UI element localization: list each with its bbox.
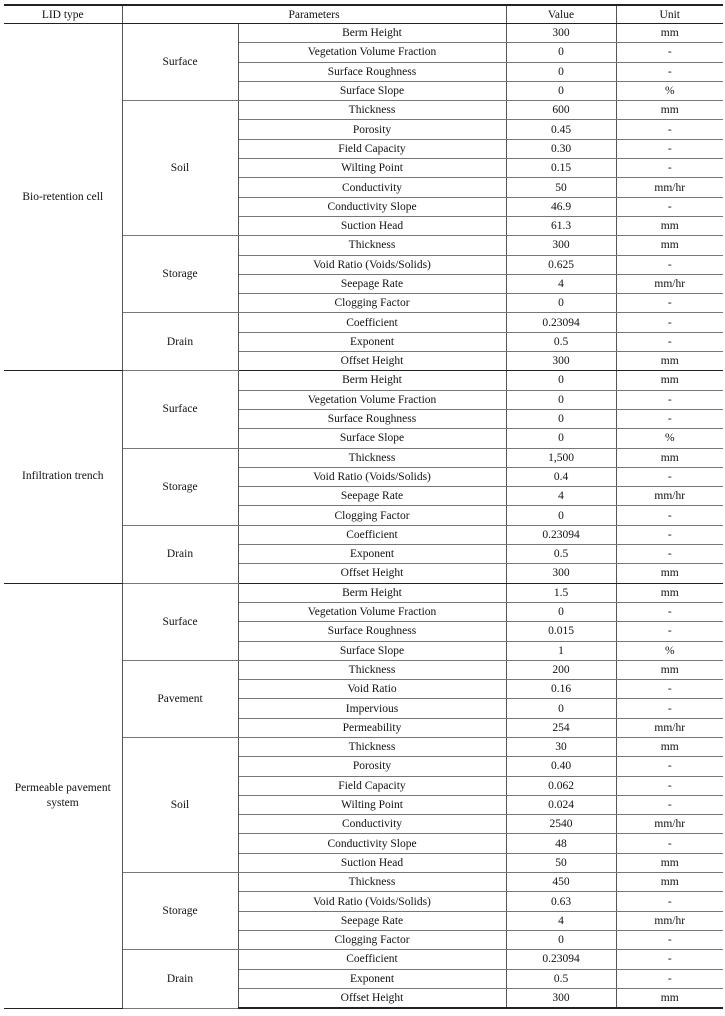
value-cell: 0.23094 xyxy=(506,525,616,544)
layer-cell: Surface xyxy=(122,583,238,660)
parameter-cell: Conductivity xyxy=(238,815,506,834)
unit-cell: - xyxy=(616,950,723,969)
unit-cell: - xyxy=(616,930,723,949)
unit-cell: - xyxy=(616,313,723,332)
parameter-cell: Thickness xyxy=(238,236,506,255)
header-unit: Unit xyxy=(616,5,723,24)
lid-type-cell: Infiltration trench xyxy=(4,371,122,583)
parameter-cell: Berm Height xyxy=(238,24,506,43)
value-cell: 0 xyxy=(506,43,616,62)
unit-cell: % xyxy=(616,429,723,448)
value-cell: 48 xyxy=(506,834,616,853)
parameter-cell: Offset Height xyxy=(238,988,506,1008)
parameter-cell: Offset Height xyxy=(238,352,506,371)
parameter-cell: Suction Head xyxy=(238,853,506,872)
unit-cell: mm xyxy=(616,216,723,235)
value-cell: 0 xyxy=(506,294,616,313)
parameter-cell: Field Capacity xyxy=(238,776,506,795)
value-cell: 0 xyxy=(506,62,616,81)
unit-cell: mm xyxy=(616,24,723,43)
unit-cell: - xyxy=(616,525,723,544)
value-cell: 600 xyxy=(506,101,616,120)
value-cell: 0.23094 xyxy=(506,313,616,332)
value-cell: 4 xyxy=(506,274,616,293)
unit-cell: % xyxy=(616,81,723,100)
parameter-cell: Coefficient xyxy=(238,525,506,544)
value-cell: 0 xyxy=(506,371,616,390)
parameter-cell: Exponent xyxy=(238,545,506,564)
unit-cell: - xyxy=(616,680,723,699)
parameter-cell: Wilting Point xyxy=(238,795,506,814)
unit-cell: mm xyxy=(616,853,723,872)
value-cell: 1,500 xyxy=(506,448,616,467)
parameter-cell: Clogging Factor xyxy=(238,506,506,525)
unit-cell: % xyxy=(616,641,723,660)
unit-cell: - xyxy=(616,969,723,988)
value-cell: 450 xyxy=(506,873,616,892)
parameter-cell: Conductivity xyxy=(238,178,506,197)
value-cell: 30 xyxy=(506,737,616,756)
unit-cell: - xyxy=(616,409,723,428)
parameter-cell: Void Ratio xyxy=(238,680,506,699)
header-parameters: Parameters xyxy=(122,5,506,24)
layer-cell: Soil xyxy=(122,101,238,236)
parameter-cell: Thickness xyxy=(238,873,506,892)
unit-cell: mm/hr xyxy=(616,487,723,506)
value-cell: 300 xyxy=(506,236,616,255)
value-cell: 254 xyxy=(506,718,616,737)
parameter-cell: Surface Roughness xyxy=(238,409,506,428)
parameter-cell: Vegetation Volume Fraction xyxy=(238,43,506,62)
parameter-cell: Thickness xyxy=(238,737,506,756)
parameter-cell: Vegetation Volume Fraction xyxy=(238,602,506,621)
parameter-cell: Surface Slope xyxy=(238,81,506,100)
unit-cell: mm xyxy=(616,873,723,892)
parameter-cell: Exponent xyxy=(238,969,506,988)
unit-cell: - xyxy=(616,602,723,621)
value-cell: 0 xyxy=(506,699,616,718)
unit-cell: - xyxy=(616,197,723,216)
unit-cell: mm xyxy=(616,448,723,467)
parameter-cell: Void Ratio (Voids/Solids) xyxy=(238,892,506,911)
unit-cell: mm xyxy=(616,988,723,1008)
value-cell: 0 xyxy=(506,390,616,409)
unit-cell: - xyxy=(616,467,723,486)
unit-cell: - xyxy=(616,332,723,351)
value-cell: 0 xyxy=(506,930,616,949)
layer-cell: Surface xyxy=(122,371,238,448)
parameter-cell: Porosity xyxy=(238,757,506,776)
parameter-cell: Vegetation Volume Fraction xyxy=(238,390,506,409)
unit-cell: - xyxy=(616,834,723,853)
parameter-cell: Thickness xyxy=(238,660,506,679)
layer-cell: Drain xyxy=(122,525,238,583)
parameter-cell: Conductivity Slope xyxy=(238,834,506,853)
layer-cell: Storage xyxy=(122,236,238,313)
unit-cell: - xyxy=(616,255,723,274)
value-cell: 300 xyxy=(506,988,616,1008)
table-body xyxy=(4,24,723,1009)
value-cell: 0.40 xyxy=(506,757,616,776)
parameter-cell: Seepage Rate xyxy=(238,487,506,506)
value-cell: 2540 xyxy=(506,815,616,834)
unit-cell: - xyxy=(616,159,723,178)
value-cell: 0.30 xyxy=(506,139,616,158)
value-cell: 4 xyxy=(506,487,616,506)
layer-cell: Drain xyxy=(122,313,238,371)
value-cell: 0.15 xyxy=(506,159,616,178)
table-row xyxy=(4,371,723,390)
parameter-cell: Porosity xyxy=(238,120,506,139)
value-cell: 0.45 xyxy=(506,120,616,139)
unit-cell: - xyxy=(616,622,723,641)
parameter-cell: Berm Height xyxy=(238,371,506,390)
parameter-cell: Impervious xyxy=(238,699,506,718)
unit-cell: mm xyxy=(616,236,723,255)
value-cell: 300 xyxy=(506,24,616,43)
unit-cell: - xyxy=(616,62,723,81)
unit-cell: - xyxy=(616,120,723,139)
unit-cell: - xyxy=(616,545,723,564)
parameter-cell: Clogging Factor xyxy=(238,294,506,313)
layer-cell: Storage xyxy=(122,448,238,525)
parameter-cell: Seepage Rate xyxy=(238,911,506,930)
parameter-cell: Surface Roughness xyxy=(238,622,506,641)
unit-cell: mm xyxy=(616,101,723,120)
unit-cell: - xyxy=(616,776,723,795)
unit-cell: - xyxy=(616,795,723,814)
value-cell: 0 xyxy=(506,506,616,525)
unit-cell: - xyxy=(616,699,723,718)
layer-cell: Soil xyxy=(122,737,238,872)
parameter-cell: Thickness xyxy=(238,101,506,120)
value-cell: 46.9 xyxy=(506,197,616,216)
unit-cell: mm xyxy=(616,352,723,371)
value-cell: 1.5 xyxy=(506,583,616,602)
unit-cell: - xyxy=(616,294,723,313)
value-cell: 200 xyxy=(506,660,616,679)
value-cell: 0 xyxy=(506,409,616,428)
value-cell: 0.024 xyxy=(506,795,616,814)
value-cell: 0.23094 xyxy=(506,950,616,969)
value-cell: 0.5 xyxy=(506,545,616,564)
unit-cell: - xyxy=(616,43,723,62)
value-cell: 50 xyxy=(506,178,616,197)
value-cell: 0.63 xyxy=(506,892,616,911)
value-cell: 0 xyxy=(506,81,616,100)
unit-cell: mm xyxy=(616,737,723,756)
layer-cell: Pavement xyxy=(122,660,238,737)
value-cell: 0.5 xyxy=(506,969,616,988)
unit-cell: mm xyxy=(616,371,723,390)
parameter-cell: Permeability xyxy=(238,718,506,737)
unit-cell: - xyxy=(616,506,723,525)
parameter-cell: Field Capacity xyxy=(238,139,506,158)
parameter-cell: Clogging Factor xyxy=(238,930,506,949)
unit-cell: mm xyxy=(616,660,723,679)
unit-cell: mm/hr xyxy=(616,178,723,197)
header-lid-type: LID type xyxy=(4,5,122,24)
parameter-cell: Berm Height xyxy=(238,583,506,602)
value-cell: 1 xyxy=(506,641,616,660)
unit-cell: mm xyxy=(616,564,723,583)
table-row xyxy=(4,24,723,43)
table-row xyxy=(4,583,723,602)
parameter-cell: Seepage Rate xyxy=(238,274,506,293)
value-cell: 0.015 xyxy=(506,622,616,641)
parameter-cell: Suction Head xyxy=(238,216,506,235)
parameter-cell: Void Ratio (Voids/Solids) xyxy=(238,467,506,486)
unit-cell: mm/hr xyxy=(616,274,723,293)
lid-parameters-table xyxy=(4,4,723,1009)
layer-cell: Drain xyxy=(122,950,238,1008)
value-cell: 0.4 xyxy=(506,467,616,486)
parameter-cell: Conductivity Slope xyxy=(238,197,506,216)
parameter-cell: Coefficient xyxy=(238,313,506,332)
lid-type-cell: Permeable pavement system xyxy=(4,583,122,1008)
unit-cell: - xyxy=(616,892,723,911)
parameter-cell: Offset Height xyxy=(238,564,506,583)
value-cell: 4 xyxy=(506,911,616,930)
parameter-cell: Thickness xyxy=(238,448,506,467)
parameter-cell: Coefficient xyxy=(238,950,506,969)
header-value: Value xyxy=(506,5,616,24)
lid-type-cell: Bio-retention cell xyxy=(4,24,122,371)
layer-cell: Storage xyxy=(122,873,238,950)
value-cell: 0 xyxy=(506,602,616,621)
unit-cell: - xyxy=(616,139,723,158)
unit-cell: mm/hr xyxy=(616,815,723,834)
unit-cell: mm/hr xyxy=(616,718,723,737)
parameter-cell: Void Ratio (Voids/Solids) xyxy=(238,255,506,274)
unit-cell: - xyxy=(616,757,723,776)
value-cell: 0 xyxy=(506,429,616,448)
value-cell: 0.062 xyxy=(506,776,616,795)
value-cell: 0.625 xyxy=(506,255,616,274)
parameter-cell: Surface Slope xyxy=(238,641,506,660)
unit-cell: mm/hr xyxy=(616,911,723,930)
value-cell: 0.5 xyxy=(506,332,616,351)
parameter-cell: Surface Roughness xyxy=(238,62,506,81)
layer-cell: Surface xyxy=(122,24,238,101)
value-cell: 300 xyxy=(506,564,616,583)
parameter-cell: Exponent xyxy=(238,332,506,351)
parameter-cell: Surface Slope xyxy=(238,429,506,448)
value-cell: 50 xyxy=(506,853,616,872)
unit-cell: mm xyxy=(616,583,723,602)
table-header-row xyxy=(4,5,723,24)
value-cell: 61.3 xyxy=(506,216,616,235)
value-cell: 0.16 xyxy=(506,680,616,699)
unit-cell: - xyxy=(616,390,723,409)
parameter-cell: Wilting Point xyxy=(238,159,506,178)
value-cell: 300 xyxy=(506,352,616,371)
